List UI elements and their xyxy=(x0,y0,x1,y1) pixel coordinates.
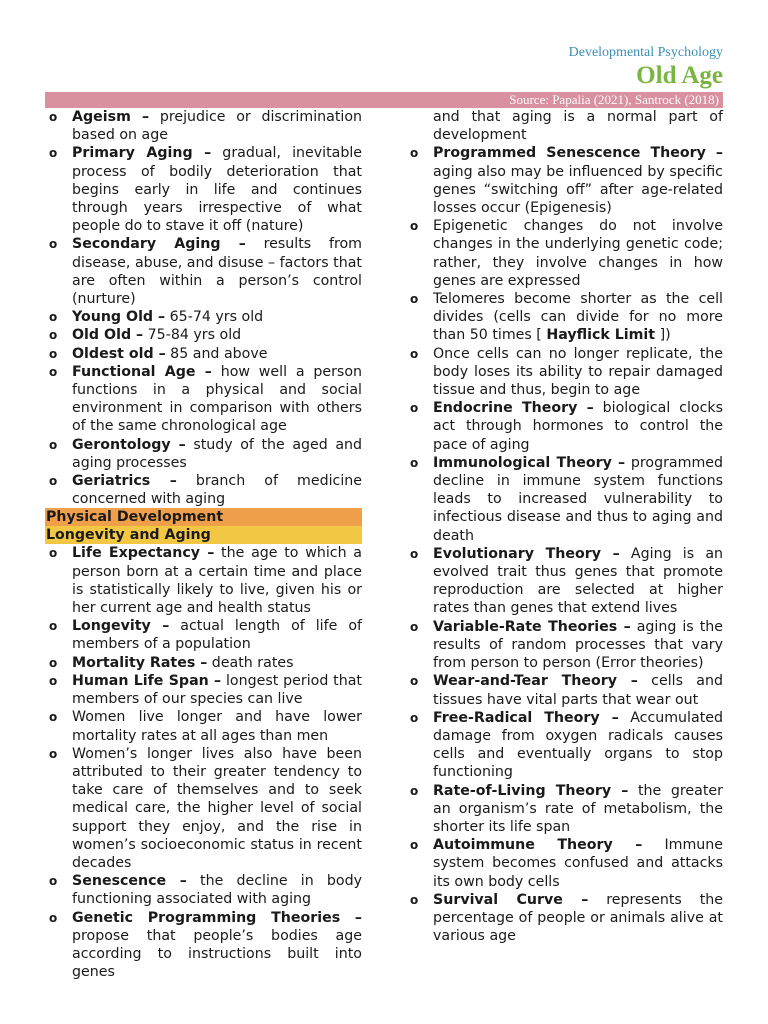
bullet-icon: o xyxy=(410,401,419,416)
term: Ageism – xyxy=(72,109,150,125)
definitions-list-bottom xyxy=(45,544,362,981)
term: Free-Radical Theory – xyxy=(433,709,619,726)
bullet-icon: o xyxy=(410,892,419,907)
definition: the age to which a person born at a certain time and place is statistically likely to live, given his or her current age and health status xyxy=(72,545,362,617)
bullet-icon: o xyxy=(49,710,58,725)
definition: Epigenetic changes do not involve changes in the underlying genetic code; rather, they involve changes in how genes are expressed xyxy=(433,218,723,289)
list-item xyxy=(45,909,362,982)
bullet-icon: o xyxy=(410,146,419,161)
bullet-icon: o xyxy=(49,474,58,489)
definition: prejudice or discrimination based on age xyxy=(72,109,363,144)
definition: gradual, inevitable process of bodily deterioration that begins early in life and continues through years irrespective of what people do to stave it off (nature) xyxy=(72,145,362,235)
list-item xyxy=(45,308,362,326)
list-item xyxy=(406,454,723,545)
definition: longest period that members of our species can live xyxy=(72,672,362,708)
definition: branch of medicine concerned with aging xyxy=(72,473,363,508)
definition: study of the aged and aging processes xyxy=(72,436,363,471)
list-item xyxy=(45,326,362,344)
definition: Women live longer and have lower mortality rates at all ages than men xyxy=(72,709,362,744)
theories-list xyxy=(406,144,723,945)
definition: Once cells can no longer replicate, the body loses its ability to repair damaged tissue and thus, begin to age xyxy=(433,345,723,399)
definition: Telomeres become shorter as the cell divides (cells can divide for no more than 50 times [ xyxy=(433,291,723,344)
list-item xyxy=(45,472,362,508)
definition: how well a person functions in a physical and social environment in comparison with others of the same chronological age xyxy=(72,363,362,435)
term: Wear-and-Tear Theory – xyxy=(433,673,638,690)
list-item xyxy=(406,672,723,708)
list-item xyxy=(406,709,723,782)
term: Geriatrics – xyxy=(72,473,177,490)
term-hayflick-limit: Hayflick Limit xyxy=(546,327,656,344)
definition: propose that people’s bodies age according to instructions built into genes xyxy=(72,927,362,981)
bullet-icon: o xyxy=(49,110,58,124)
bullet-icon: o xyxy=(49,673,58,688)
term: Gerontology – xyxy=(72,436,186,453)
source-band xyxy=(45,92,723,108)
definition: actual length of life of members of a population xyxy=(72,618,362,653)
term: Human Life Span – xyxy=(72,672,222,689)
definition: represents the percentage of people or animals alive at various age xyxy=(433,891,723,945)
definition: 65-74 yrs old xyxy=(165,309,264,326)
term: Oldest old – xyxy=(72,345,166,362)
definition: programmed decline in immune system functions leads to increased vulnerability to infectious disease and thus to aging and death xyxy=(433,454,723,544)
bullet-icon: o xyxy=(49,746,58,761)
bullet-icon: o xyxy=(410,346,419,361)
term: Genetic Programming Theories – xyxy=(72,909,362,926)
bullet-icon: o xyxy=(49,619,58,634)
list-item xyxy=(45,235,362,308)
list-item xyxy=(406,618,723,673)
list-item xyxy=(406,836,723,891)
term: Variable-Rate Theories – xyxy=(433,618,631,635)
definition: aging also may be influenced by specific genes “switching off” after age-related losses occur (Epigenesis) xyxy=(433,163,723,217)
term: Programmed Senescence Theory – xyxy=(433,145,723,162)
bullet-icon: o xyxy=(410,292,419,307)
bullet-icon: o xyxy=(410,219,419,234)
bullet-icon: o xyxy=(49,237,58,252)
bullet-icon: o xyxy=(410,674,419,689)
list-item xyxy=(45,745,362,872)
bullet-icon: o xyxy=(410,838,419,853)
left-column xyxy=(45,108,362,981)
definition: cells and tissues have vital parts that wear out xyxy=(433,673,723,708)
bullet-icon: o xyxy=(49,328,58,343)
list-item xyxy=(45,144,362,235)
definition: Women’s longer lives also have been attributed to their greater tendency to take care of themselves and to seek medical care, the higher level of social support they enjoy, and the rise in women’s socioeconomic status in recent decades xyxy=(72,745,362,871)
term: Mortality Rates – xyxy=(72,654,208,671)
term: Primary Aging – xyxy=(72,145,212,162)
list-item xyxy=(406,399,723,454)
term: Evolutionary Theory – xyxy=(433,545,620,562)
list-item xyxy=(45,708,362,744)
definition: the decline in body functioning associated with aging xyxy=(72,873,362,908)
list-item xyxy=(406,891,723,946)
definition: aging is the results of random processes that vary from person to person (Error theories) xyxy=(433,618,723,672)
definition: Aging is an evolved trait thus genes that promote reproduction are selected at higher rates than genes that extend lives xyxy=(433,545,723,617)
term: Longevity – xyxy=(72,618,170,635)
definition: results from disease, abuse, and disuse – factors that are often within a person’s control (nurture) xyxy=(72,236,362,308)
list-item xyxy=(406,144,723,217)
definition: death rates xyxy=(207,654,294,671)
list-item xyxy=(45,617,362,653)
term: Life Expectancy – xyxy=(72,545,215,562)
definition-tail: ]) xyxy=(655,327,671,344)
term: Secondary Aging – xyxy=(72,236,246,253)
bullet-icon: o xyxy=(49,546,58,561)
section-heading-physical-development: Physical Development xyxy=(45,508,362,526)
bullet-icon: o xyxy=(49,655,58,670)
list-item xyxy=(45,544,362,617)
document-title: Old Age xyxy=(636,62,723,89)
bullet-icon: o xyxy=(49,437,58,452)
term: Functional Age – xyxy=(72,363,212,380)
list-item xyxy=(406,782,723,837)
list-item xyxy=(406,217,723,290)
source-citation: Source: Papalia (2021), Santrock (2018) xyxy=(509,92,719,107)
bullet-icon: o xyxy=(49,874,58,889)
section-heading-longevity-and-aging: Longevity and Aging xyxy=(45,526,362,544)
bullet-icon: o xyxy=(410,455,419,470)
list-item xyxy=(45,345,362,363)
bullet-icon: o xyxy=(49,310,58,325)
bullet-icon: o xyxy=(49,364,58,379)
bullet-icon: o xyxy=(410,546,419,561)
definition: Accumulated damage from oxygen radicals causes cells and eventually organs to stop functioning xyxy=(433,709,723,781)
term: Old Old – xyxy=(72,327,144,344)
definition: Immune system becomes confused and attacks its own body cells xyxy=(433,837,723,890)
list-item xyxy=(45,872,362,908)
bullet-icon: o xyxy=(49,146,58,161)
term: Young Old – xyxy=(72,309,166,326)
list-item xyxy=(45,672,362,708)
right-column xyxy=(406,108,723,945)
term: Immunological Theory – xyxy=(433,454,626,471)
definition: biological clocks act through hormones to control the pace of aging xyxy=(433,400,723,453)
list-item xyxy=(45,108,362,144)
definition: 85 and above xyxy=(165,345,268,362)
bullet-icon: o xyxy=(410,619,419,634)
list-item xyxy=(45,436,362,472)
continuation-text: and that aging is a normal part of development xyxy=(433,109,723,144)
term: Rate-of-Living Theory – xyxy=(433,782,629,799)
bullet-icon: o xyxy=(49,346,58,361)
list-item xyxy=(45,363,362,436)
bullet-icon: o xyxy=(410,783,419,798)
definition: the greater an organism’s rate of metabolism, the shorter its life span xyxy=(433,782,723,835)
list-item xyxy=(406,290,723,345)
term: Senescence – xyxy=(72,873,187,890)
list-item xyxy=(406,345,723,400)
term: Survival Curve – xyxy=(433,891,589,908)
definition: 75-84 yrs old xyxy=(143,327,242,344)
term: Endocrine Theory – xyxy=(433,400,594,417)
document-subtitle: Developmental Psychology xyxy=(568,45,723,60)
bullet-icon: o xyxy=(410,710,419,725)
term: Autoimmune Theory – xyxy=(433,837,643,854)
bullet-icon: o xyxy=(49,910,58,925)
list-item xyxy=(406,545,723,618)
definitions-list-top xyxy=(45,108,362,508)
list-item xyxy=(45,654,362,672)
